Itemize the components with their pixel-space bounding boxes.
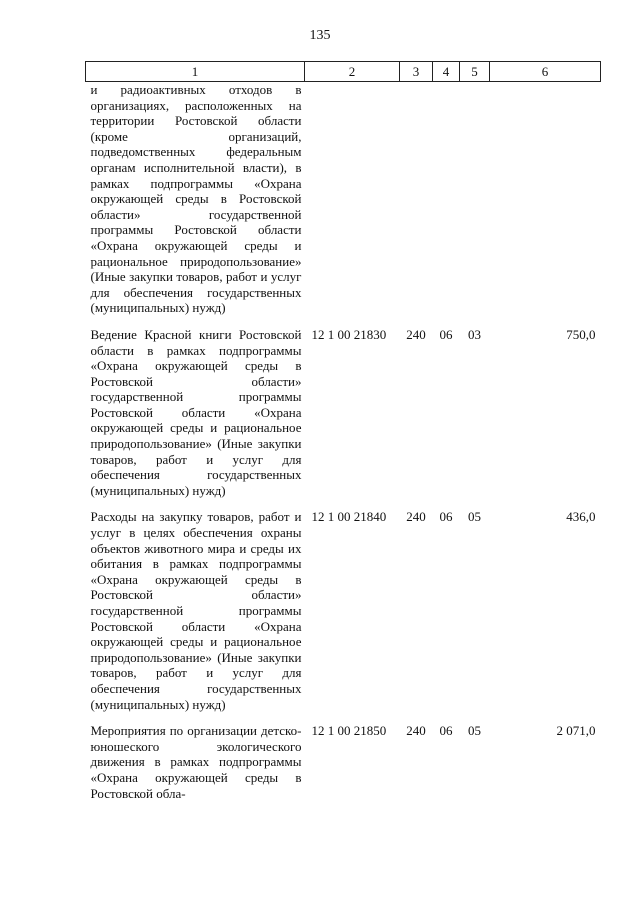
row-vr: 240 xyxy=(406,723,426,739)
row-pr: 05 xyxy=(468,509,481,525)
table-header-row xyxy=(86,62,601,82)
header-col-2: 2 xyxy=(305,62,400,82)
header-col-1: 1 xyxy=(86,62,305,82)
table-row xyxy=(86,316,601,499)
row-rz xyxy=(433,82,460,316)
header-col-4: 4 xyxy=(433,62,460,82)
row-code: 12 1 00 21840 xyxy=(311,509,387,525)
page-number: 135 xyxy=(309,28,331,43)
row-rz: 06 xyxy=(439,723,453,739)
budget-table xyxy=(85,61,601,801)
row-amount xyxy=(490,82,601,316)
row-amount: 750,0 xyxy=(566,326,596,342)
table-row xyxy=(86,712,601,801)
row-description: Мероприятия по организации детско-юношеского экологического движения в рамках подпрограммы «Охрана окружающей среды в Ростовской обла- xyxy=(90,723,302,801)
row-pr xyxy=(460,82,490,316)
row-description: Расходы на закупку товаров, работ и услуг в целях обеспечения охраны объектов животного мира и среды их обитания в рамках подпрограммы «Охрана окружающей среды в Ростовской области» государственной программы Ростовской области «Охрана окружающей среды и рациональное природопользование» (Иные закупки товаров, работ и услуг для обеспечения государственных (муниципальных) нужд) xyxy=(90,509,302,712)
row-code xyxy=(305,82,400,316)
row-code: 12 1 00 21850 xyxy=(311,723,387,739)
row-vr: 240 xyxy=(406,509,426,525)
table-row xyxy=(86,498,601,712)
row-rz: 06 xyxy=(439,326,453,342)
table-row xyxy=(86,82,601,316)
row-description: и радиоактивных отходов в организациях, расположенных на территории Ростовской области (кроме организаций, подведомственных федеральным органам исполнительной власти), в рамках подпрограммы «Охрана окружающей среды в Ростовской области» государственной программы Ростовской области «Охрана окружающей среды и рациональное природопользование» (Иные закупки товаров, работ и услуг для обеспечения государственных (муниципальных) нужд) xyxy=(90,82,302,316)
row-vr: 240 xyxy=(406,326,426,342)
row-amount: 2 071,0 xyxy=(556,723,596,739)
row-pr: 03 xyxy=(468,326,481,342)
row-amount: 436,0 xyxy=(566,509,596,525)
row-vr xyxy=(400,82,433,316)
row-rz: 06 xyxy=(439,509,453,525)
row-description: Ведение Красной книги Ростовской области в рамках подпрограммы «Охрана окружающей среды в Ростовской области» государственной программы Ростовской области «Охрана окружающей среды и рациональное природопользование» (Иные закупки товаров, работ и услуг для обеспечения государственных (муниципальных) нужд) xyxy=(90,326,302,498)
header-col-6: 6 xyxy=(490,62,601,82)
row-code: 12 1 00 21830 xyxy=(311,326,387,342)
row-pr: 05 xyxy=(468,723,481,739)
header-col-3: 3 xyxy=(400,62,433,82)
header-col-5: 5 xyxy=(460,62,490,82)
